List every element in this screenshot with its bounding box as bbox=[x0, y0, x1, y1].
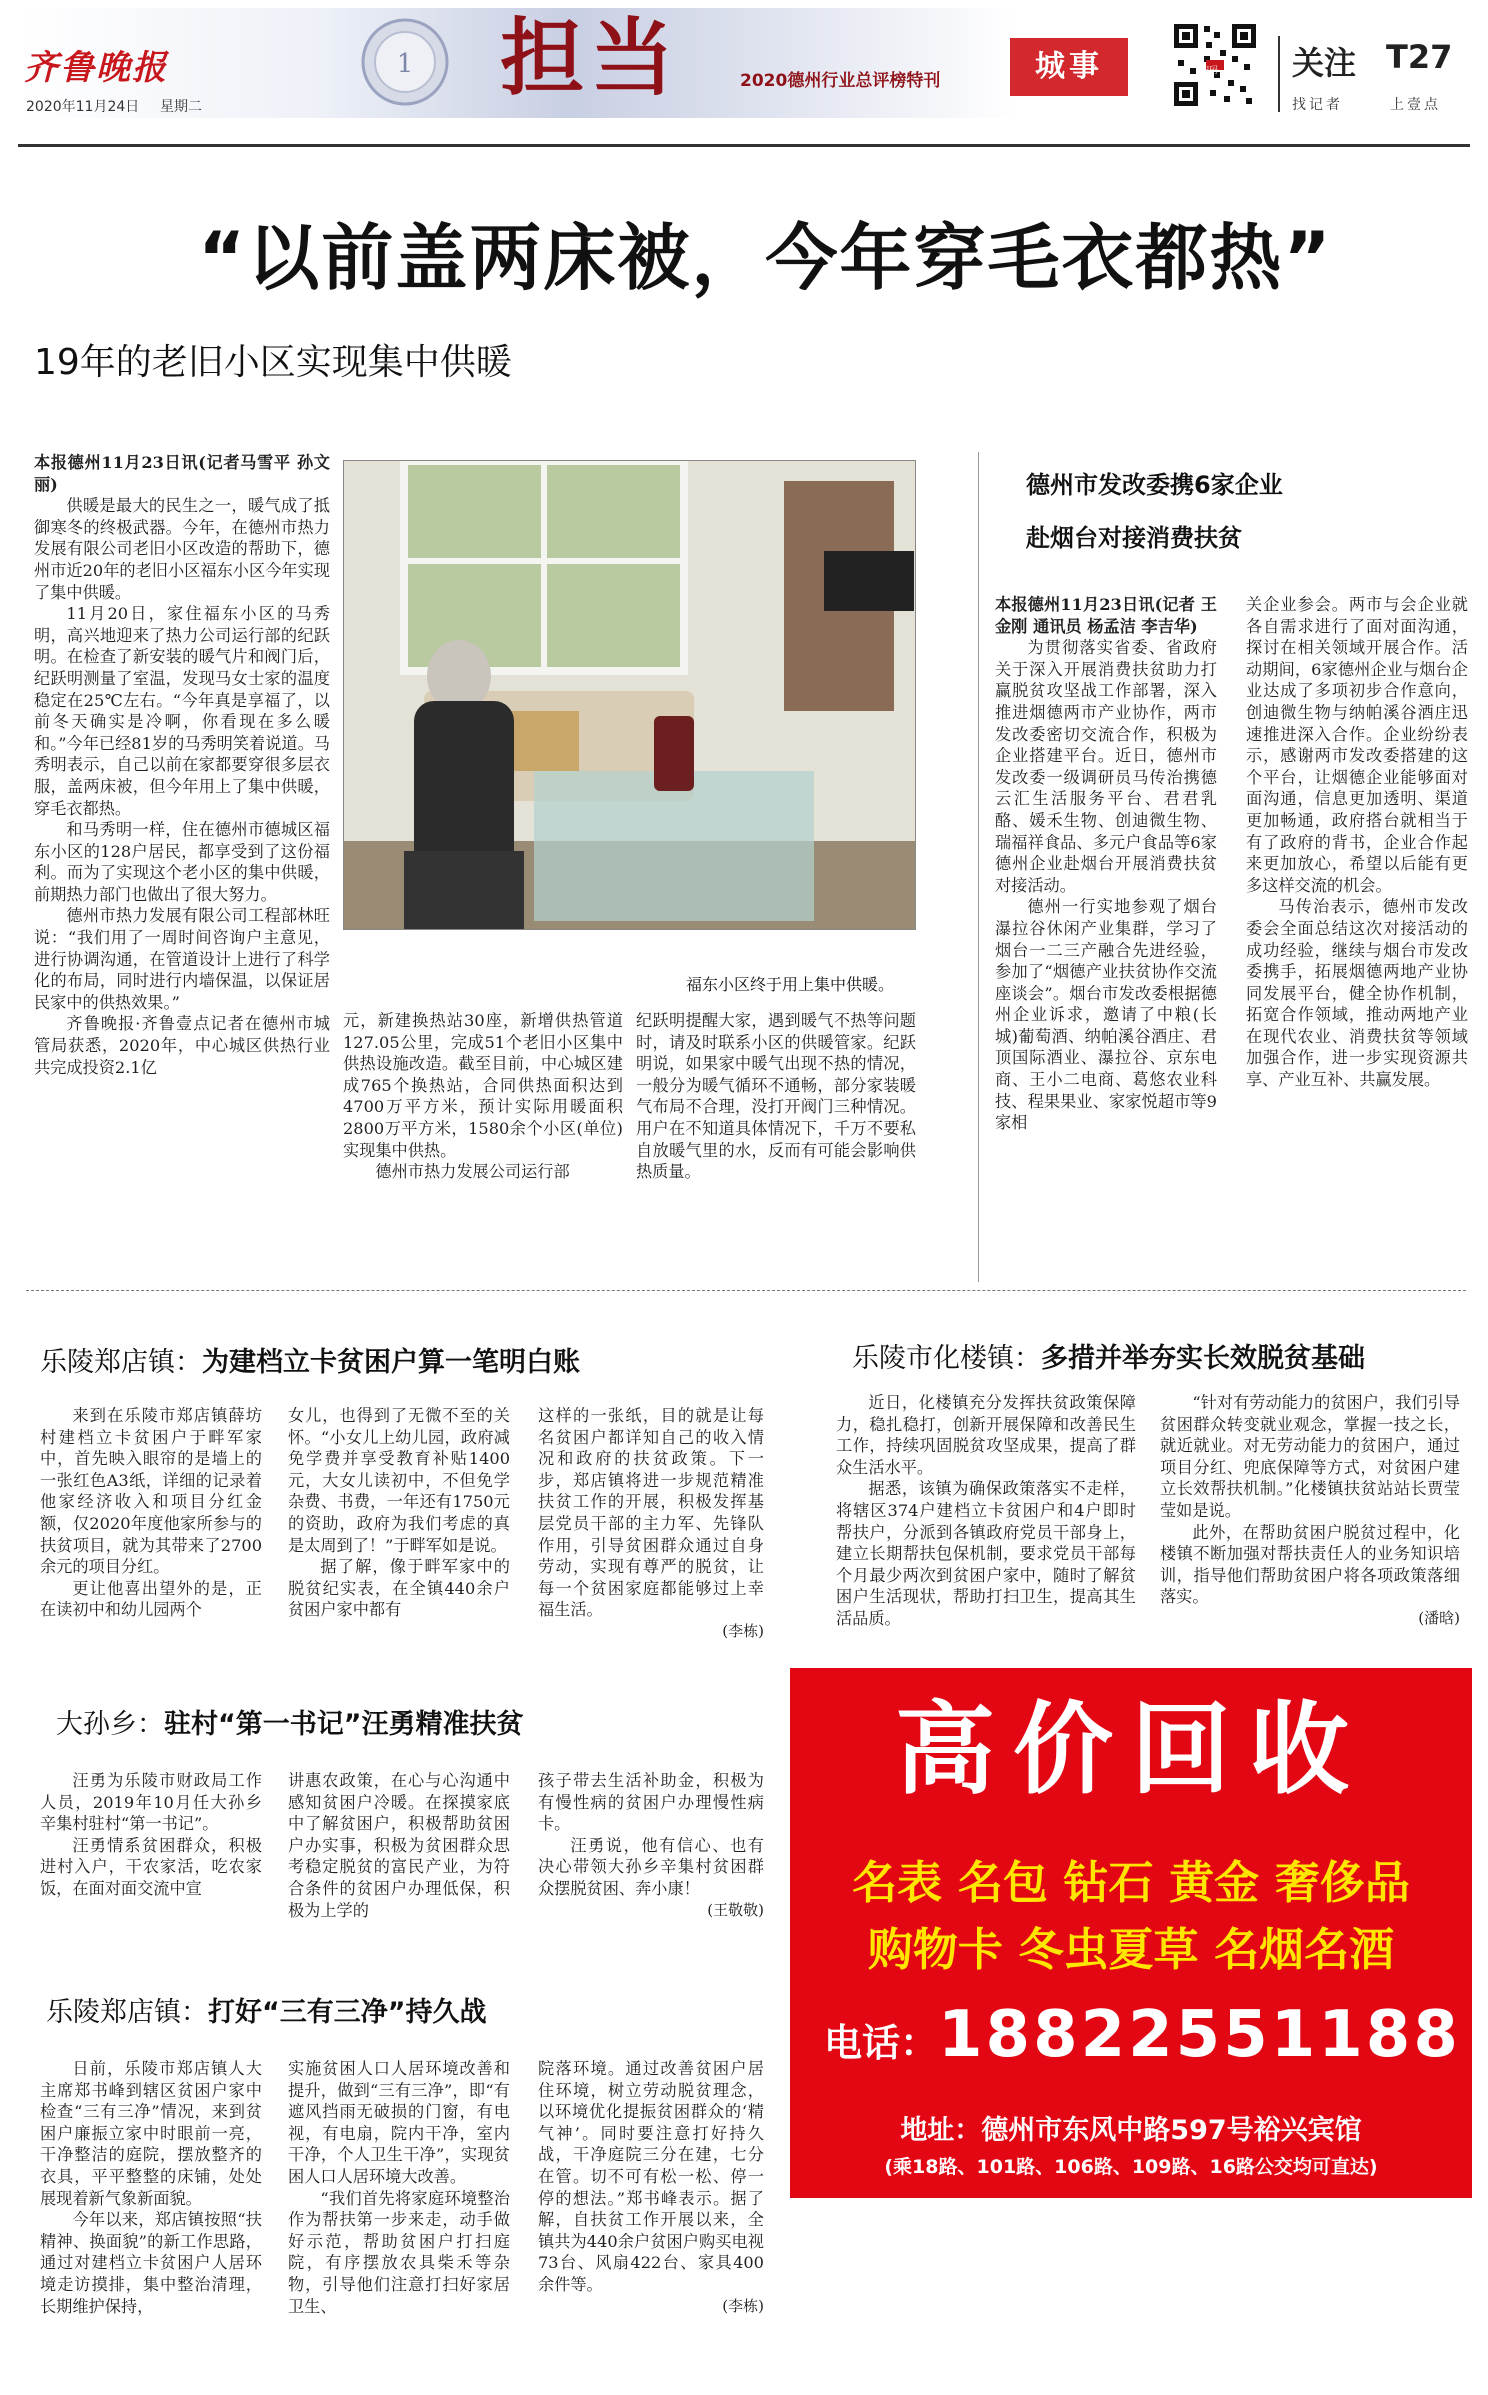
story3-para: 更让他喜出望外的是，正在读初中和幼儿园两个 bbox=[40, 1578, 262, 1620]
story2-headline-2: 赴烟台对接消费扶贫 bbox=[1026, 524, 1242, 552]
story6-para: 实施贫困人口人居环境改善和提升，做到“三有三净”，即“有遮风挡雨无破损的门窗，有电视，有电扇，院内干净，室内干净，个人卫生干净”，实现贫困人口人居环境大改善。 bbox=[288, 2059, 510, 2186]
story6-para: 院落环境。通过改善贫困户居住环境，树立劳动脱贫理念，以环境优化提振贫困群众的‘精气神’。同时要注意打好持久战，干净庭院三分在建，七分在管。切不可有松一松、停一停的想法。”郑书峰表示。据了解，自扶贫工作开展以来，全镇共为440余户贫困户购买电视73台、风扇422台、家具400余件等。 bbox=[538, 2059, 764, 2294]
ad-phone-row bbox=[824, 1998, 1461, 2072]
section-tab[interactable]: 城事 bbox=[1010, 38, 1128, 96]
lead-para-sig: 德州市热力发展公司运行部 bbox=[375, 1162, 570, 1182]
tagline-left: 找记者 bbox=[1292, 97, 1343, 113]
story4-place: 乐陵市化楼镇： bbox=[852, 1343, 1041, 1374]
story4-para: “针对有劳动能力的贫困户，我们引导贫困群众转变就业观念，掌握一技之长，就近就业。对无劳动能力的贫困户，通过项目分红、兜底保障等方式，对贫困户建立长效帮扶机制。”化楼镇扶贫站站长贾莹莹如是说。 bbox=[1160, 1393, 1460, 1520]
story5-col-1 bbox=[40, 1770, 262, 1970]
story3-para: 据了解，像于畔军家中的脱贫纪实表，在全镇440余户贫困户家中都有 bbox=[288, 1557, 510, 1620]
story2-col-1 bbox=[995, 594, 1217, 1284]
ad-headline: 高价回收 bbox=[895, 1691, 1367, 1808]
story5-headline: 驻村“第一书记”汪勇精准扶贫 bbox=[164, 1709, 524, 1740]
story4-signature: (潘晗) bbox=[1418, 1608, 1460, 1627]
story6-place: 乐陵郑店镇： bbox=[46, 1997, 208, 2028]
story3-col-2 bbox=[288, 1405, 510, 1655]
story3-col-1 bbox=[40, 1405, 262, 1655]
lead-subhead: 19年的老旧小区实现集中供暖 bbox=[34, 342, 512, 383]
story2-para: 关企业参会。两市与会企业就各自需求进行了面对面沟通，探讨在相关领域开展合作。活动期间，6家德州企业与烟台企业达成了多项初步合作意向，创迪微生物与纳帕溪谷酒庄迅速推进深入合作。企业纷纷表示，感谢两市发改委搭建的这个平台，让烟德企业能够面对面沟通，信息更加透明、渠道更加畅通，政府搭台就相当于有了政府的背书，企业合作起来更加放心，希望以后能有更多这样交流的机会。 bbox=[1246, 595, 1468, 895]
story3-place: 乐陵郑店镇： bbox=[40, 1347, 202, 1378]
story5-place: 大孙乡： bbox=[56, 1709, 164, 1740]
story5-col-2 bbox=[288, 1770, 510, 1970]
story3-col-3 bbox=[538, 1405, 764, 1655]
lead-para: 齐鲁晚报·齐鲁壹点记者在德州市城管局获悉，2020年，中心城区供热行业共完成投资2.1亿 bbox=[34, 1014, 330, 1077]
story6-col-2 bbox=[288, 2058, 510, 2383]
story6-col-3 bbox=[538, 2058, 764, 2383]
issue-weekday: 星期二 bbox=[160, 99, 202, 115]
lead-para: 德州市热力发展有限公司工程部林旺说：“我们用了一周时间咨询户主意见，进行协调沟通，在管道设计上进行了科学化的布局，同时进行内墙保温，以保证居民家中的供热效果。” bbox=[34, 906, 330, 1012]
story3-para: 女儿，也得到了无微不至的关怀。“小女儿上幼儿园，政府减免学费并享受教育补贴1400元，大女儿读初中，不但免学杂费、书费，一年还有1750元的资助，政府为我们考虑的真是太周到了！”于畔军如是说。 bbox=[288, 1406, 510, 1555]
story5-para: 汪勇说，他有信心、也有决心带领大孙乡辛集村贫困群众摆脱贫困、奔小康！ bbox=[538, 1835, 764, 1898]
story6-para: 日前，乐陵市郑店镇人大主席郑书峰到辖区贫困户家中检查“三有三净”情况，来到贫困户廉振立家中时眼前一亮，干净整洁的庭院，摆放整齐的衣具，平平整整的床铺，处处展现着新气象新面貌。 bbox=[40, 2059, 262, 2208]
story2-para: 马传治表示，德州市发改委会全面总结这次对接活动的成功经验，继续与烟台市发改委携手，拓展烟德两地产业协同发展平台，健全协作机制，拓宽合作领域，推动两地产业在现代农业、消费扶贫等领域加强合作，进一步实现资源共享、产业互补、共赢发展。 bbox=[1246, 897, 1468, 1090]
masthead-rule bbox=[18, 144, 1470, 147]
special-subtitle: 2020德州行业总评榜特刊 bbox=[740, 71, 941, 91]
story6-para: 今年以来，郑店镇按照“扶精神、换面貌”的新工作思路，通过对建档立卡贫困户人居环境走访摸排，集中整治清理，长期维护保持， bbox=[40, 2210, 262, 2316]
follow-label: 关注 bbox=[1292, 44, 1357, 82]
tagline-right: 上壹点 bbox=[1390, 97, 1441, 113]
svg-text:1: 1 bbox=[396, 49, 414, 79]
story5-para: 汪勇情系贫困群众，积极进村入户，干农家活，吃农家饭，在面对面交流中宣 bbox=[40, 1835, 262, 1898]
story4-para: 近日，化楼镇充分发挥扶贫政策保障力，稳扎稳打，创新开展保障和改善民生工作，持续巩固脱贫攻坚成果，提高了群众生活水平。 bbox=[836, 1393, 1136, 1477]
story2-byline: 本报德州11月23日讯(记者 王金刚 通讯员 杨孟洁 李吉华) bbox=[995, 595, 1217, 636]
story3-para: 这样的一张纸，目的就是让每名贫困户都详知自己的收入情况和政府的扶贫政策。下一步，郑店镇将进一步规范精准扶贫工作的开展，积极发挥基层党员干部的主力军、先锋队作用，引导贫困群众通过自身劳动，实现有尊严的脱贫，让每一个贫困家庭都能够过上幸福生活。 bbox=[538, 1406, 764, 1620]
story4-para: 此外，在帮助贫困户脱贫过程中，化楼镇不断加强对帮扶责任人的业务知识培训，指导他们帮助贫困户将各项政策落细落实。 bbox=[1160, 1522, 1460, 1607]
photo-caption: 福东小区终于用上集中供暖。 bbox=[686, 975, 895, 994]
story5-col-3 bbox=[538, 1770, 764, 1970]
masthead-divider bbox=[1278, 36, 1280, 112]
lead-photo bbox=[343, 460, 916, 930]
story4-col-2 bbox=[1160, 1392, 1460, 1654]
lead-byline: 本报德州11月23日讯(记者马雪平 孙文丽) bbox=[34, 453, 330, 494]
story2-col-2 bbox=[1246, 594, 1468, 1284]
story5-para: 讲惠农政策，在心与心沟通中感知贫困户冷暖。在探摸家底中了解贫困户，积极帮助贫困户办实事，积极为贫困群众思考稳定脱贫的富民产业，为符合条件的贫困户办理低保，积极为上学的 bbox=[288, 1771, 510, 1920]
lead-col-3 bbox=[636, 1010, 916, 1272]
ad-bus-info: (乘18路、101路、106路、109路、16路公交均可直达) bbox=[884, 2156, 1378, 2178]
story6-signature: (李栋) bbox=[722, 2296, 764, 2315]
page-number: T27 bbox=[1386, 38, 1453, 76]
issue-date: 2020年11月24日 bbox=[26, 99, 140, 115]
story5-para: 孩子带去生活补助金，积极为有慢性病的贫困户办理慢性病卡。 bbox=[538, 1771, 764, 1834]
lead-para: 供暖是最大的民生之一，暖气成了抵御寒冬的终极武器。今年，在德州市热力发展有限公司老旧小区改造的帮助下，德州市近20年的老旧小区福东小区今年实现了集中供暖。 bbox=[34, 496, 330, 602]
story3-heading bbox=[40, 1340, 580, 1379]
lead-col-2 bbox=[343, 1010, 623, 1272]
story6-para: “我们首先将家庭环境整治作为帮扶第一步来走，动手做好示范，帮助贫困户打扫庭院，有序摆放农具柴禾等杂物，引导他们注意打扫好家居卫生、 bbox=[288, 2188, 510, 2316]
story6-headline: 打好“三有三净”持久战 bbox=[208, 1997, 487, 2028]
story2-divider bbox=[978, 452, 979, 1282]
ad-items-1: 名表 名包 钻石 黄金 奢侈品 bbox=[852, 1856, 1410, 1909]
story2-para: 德州一行实地参观了烟台瀑拉谷休闲产业集群，学习了烟台一二三产融合先进经验，参加了“烟德产业扶贫协作交流座谈会”。烟台市发改委根据德州企业诉求，邀请了中粮(长城)葡萄酒、纳帕溪谷酒庄、君顶国际酒业、瀑拉谷、京东电商、王小二电商、葛悠农业科技、程果果业、家家悦超市等9家相 bbox=[995, 897, 1217, 1133]
lead-para: 纪跃明提醒大家，遇到暖气不热等问题时，请及时联系小区的供暖管家。纪跃明说，如果家中暖气出现不热的情况，一般分为暖气循环不通畅，部分家装暖气布局不合理，没打开阀门三种情况。用户在不知道具体情况下，千万不要私自放暖气里的水，反而有可能会影响供热质量。 bbox=[636, 1011, 916, 1182]
story2-headline-1: 德州市发改委携6家企业 bbox=[1026, 471, 1283, 499]
special-title: 担当 bbox=[500, 8, 681, 107]
lead-headline: “以前盖两床被，今年穿毛衣都热” bbox=[198, 216, 1333, 300]
lead-para: 11月20日，家住福东小区的马秀明，高兴地迎来了热力公司运行部的纪跃明。在检查了新安装的暖气片和阀门后，纪跃明测量了室温，发现马女士家的温度稳定在25℃左右。“今年真是享福了，以前冬天确实是冷啊，你看现在多么暖和。”今年已经81岁的马秀明笑着说道。马秀明表示，自己以前在家都要穿很多层衣服，盖两床被，但今年用上了集中供暖，穿毛衣都热。 bbox=[34, 604, 330, 818]
room-illustration bbox=[344, 461, 916, 930]
story4-heading bbox=[852, 1336, 1365, 1375]
lead-col-1 bbox=[34, 452, 330, 1272]
masthead-logo: 齐鲁晚报 bbox=[24, 48, 168, 88]
story5-signature: (王敬敬) bbox=[707, 1900, 764, 1919]
story2-para: 为贯彻落实省委、省政府关于深入开展消费扶贫助力打赢脱贫攻坚战工作部署，深入推进烟德两市产业协作，两市发改委密切交流合作，积极为企业搭建平台。近日，德州市发改委一级调研员马传治携德云汇生活服务平台、君君乳酪、媛禾生物、创迪微生物、瑞福祥食品、多元户食品等6家德州企业赴烟台开展消费扶贫对接活动。 bbox=[995, 638, 1217, 895]
section-dashed-rule bbox=[26, 1290, 1466, 1291]
story5-heading bbox=[56, 1702, 524, 1741]
story3-signature: (李栋) bbox=[722, 1621, 764, 1640]
ad-items-2: 购物卡 冬虫夏草 名烟名酒 bbox=[867, 1923, 1395, 1976]
ad-phone-number[interactable]: 18822551188 bbox=[938, 1998, 1461, 2072]
medal-icon bbox=[350, 10, 460, 115]
lead-para: 和马秀明一样，住在德州市德城区福东小区的128户居民，都享受到了这份福利。而为了实现这个老小区的集中供暖，前期热力部门也做出了很大努力。 bbox=[34, 820, 330, 904]
story4-para: 据悉，该镇为确保政策落实不走样，将辖区374户建档立卡贫困户和4户即时帮扶户，分派到各镇政府党员干部身上，建立长期帮扶包保机制，要求党员干部每个月最少两次到贫困户家中，随时了解贫困户生活现状，帮助打扫卫生，提高其生活品质。 bbox=[836, 1479, 1136, 1628]
story4-headline: 多措并举夯实长效脱贫基础 bbox=[1041, 1343, 1365, 1374]
story5-para: 汪勇为乐陵市财政局工作人员，2019年10月任大孙乡辛集村驻村“第一书记”。 bbox=[40, 1771, 262, 1834]
story6-heading bbox=[46, 1990, 487, 2029]
story3-headline: 为建档立卡贫困户算一笔明白账 bbox=[202, 1347, 580, 1378]
ad-address: 地址：德州市东风中路597号裕兴宾馆 bbox=[900, 2115, 1362, 2146]
story3-para: 来到在乐陵市郑店镇薛坊村建档立卡贫困户于畔军家中，首先映入眼帘的是墙上的一张红色A3纸，详细的记录着他家经济收入和项目分红金额，仅2020年度他家所参与的扶贫项目，就为其带来了2700余元的项目分红。 bbox=[40, 1406, 262, 1577]
lead-para: 元，新建换热站30座，新增供热管道127.05公里，完成51个老旧小区集中供热设施改造。截至目前，中心城区建成765个换热站，合同供热面积达到4700万平方米，预计实际用暖面积2800万平方米，1580余个小区(单位)实现集中供热。 bbox=[343, 1011, 623, 1160]
qr-caption: 扫码 bbox=[1200, 66, 1219, 76]
advertisement[interactable] bbox=[790, 1668, 1472, 2198]
story4-col-1 bbox=[836, 1392, 1136, 1654]
ad-phone-label: 电话： bbox=[824, 2021, 939, 2065]
story6-col-1 bbox=[40, 2058, 262, 2383]
